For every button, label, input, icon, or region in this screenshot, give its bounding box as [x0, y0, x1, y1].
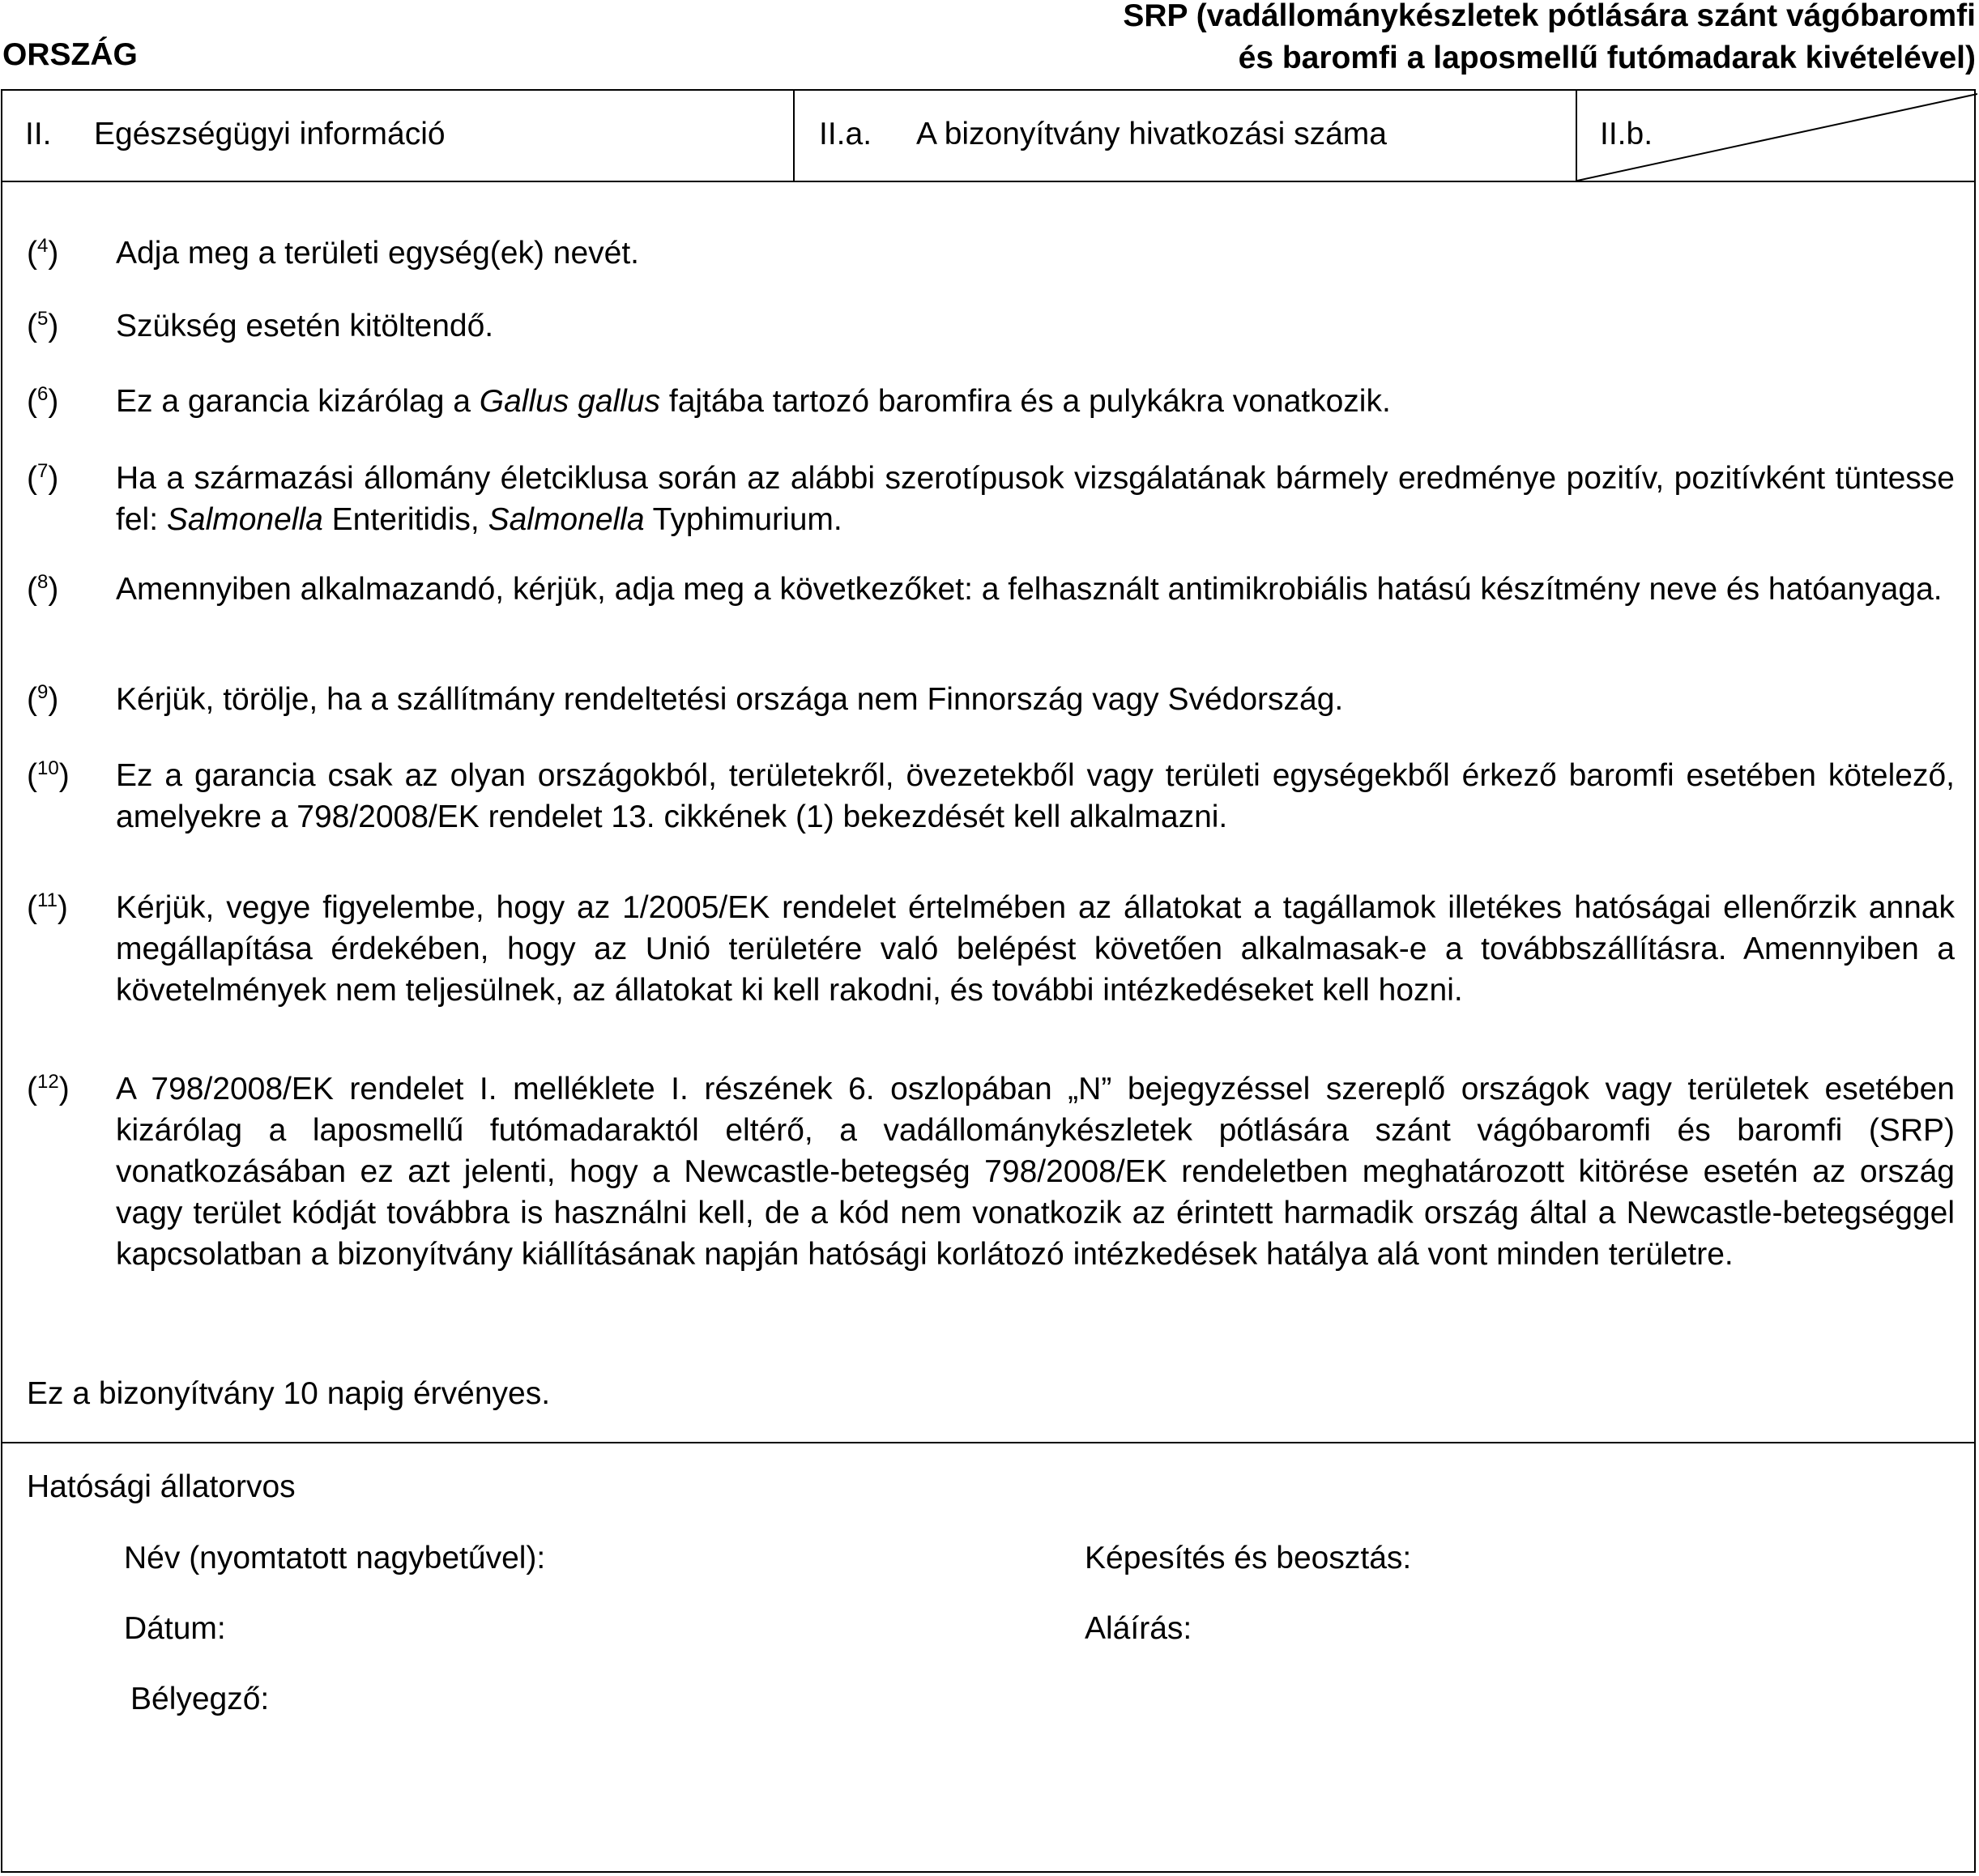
qualification-field-label: Képesítés és beosztás:: [1085, 1541, 1412, 1575]
reference-label: A bizonyítvány hivatkozási száma: [916, 117, 1387, 151]
footnote-item: [27, 458, 1955, 540]
row-separator: [2, 1442, 1974, 1443]
footnote-item: [27, 305, 1955, 347]
row-divider: [793, 91, 795, 182]
footnote-item: [27, 755, 1955, 838]
signature-field-label: Aláírás:: [1085, 1611, 1192, 1646]
footnote-marker: ($^7$): [27, 460, 59, 496]
footnote-marker: ($^{10}$): [27, 757, 70, 793]
footnote-text: A 798/2008/EK rendelet I. melléklete I. részének 6. oszlopában „N” bejegyzéssel szereplő országok vagy területek esetében kizárólag a laposmellű futómadaraktól eltérő, a vadállománykészletek pótlására szánt vágóbaromfi és baromfi (SRP) vonatkozásában ez azt jelenti, hogy a Newcastle-betegség 798/2008/EK rendeletben meghatározott kitörése esetén az ország vagy terület kódját továbbra is használni kell, de a kód nem vonatkozik az érintett harmadik ország által a Newcastle-betegséggel kapcsolatban a bizonyítvány kiállításának napján hatósági korlátozó intézkedések hatálya alá vont minden területre.: [116, 1072, 1955, 1272]
footnote-item: [27, 569, 1955, 610]
country-label: ORSZÁG: [2, 37, 138, 72]
signatory-heading: Hatósági állatorvos: [27, 1469, 296, 1504]
footnote-text: Kérjük, törölje, ha a szállítmány rendeltetési országa nem Finnország vagy Svédország.: [116, 682, 1344, 717]
footnote-marker: ($^{12}$): [27, 1071, 70, 1106]
footnote-marker: ($^9$): [27, 681, 59, 717]
reference-b-label: II.b.: [1600, 117, 1653, 151]
footnote-item: [27, 1068, 1955, 1275]
reference-label-number: II.a.: [819, 117, 872, 151]
footnote-marker: ($^5$): [27, 308, 59, 343]
footnote-text: Adja meg a területi egység(ek) nevét.: [116, 236, 640, 271]
footnote-text: Ez a garancia kizárólag a Gallus gallus fajtába tartozó baromfira és a pulykákra vonatkozik.: [116, 384, 1391, 419]
footnote-item: [27, 887, 1955, 1011]
name-field-label: Név (nyomtatott nagybetűvel):: [124, 1541, 546, 1575]
footnote-item: [27, 679, 1955, 720]
footnote-text: Ez a garancia csak az olyan országokból, területekről, övezetekből vagy területi egységekből érkező baromfi esetében kötelező, amelyekre a 798/2008/EK rendelet 13. cikkének (1) bekezdését kell alkalmazni.: [116, 758, 1955, 834]
part-number: II.: [25, 117, 52, 151]
footnote-item: [27, 232, 1955, 274]
footnote-marker: ($^8$): [27, 571, 59, 607]
certificate-title-line1: SRP (vadállománykészletek pótlására szánt vágóbaromfi: [1123, 0, 1976, 33]
footnote-text: Kérjük, vegye figyelembe, hogy az 1/2005/EK rendelet értelmében az állatokat a tagállamok illetékes hatóságai ellenőrzik annak megállapítása érdekében, hogy az Unió területére való belépést követően alkalmasak-e a továbbszállításra. Amennyiben a követelmények nem teljesülnek, az állatokat ki kell rakodni, és további intézkedéseket kell hozni.: [116, 890, 1955, 1008]
footnote-text: Amennyiben alkalmazandó, kérjük, adja meg a következőket: a felhasznált antimikrobiális hatású készítmény neve és hatóanyaga.: [116, 572, 1943, 607]
validity-statement: Ez a bizonyítvány 10 napig érvényes.: [27, 1376, 551, 1411]
certificate-frame: [1, 89, 1976, 1873]
certificate-title: [1123, 0, 1976, 79]
footnote-item: [27, 381, 1955, 422]
date-field-label: Dátum:: [124, 1611, 226, 1646]
footnote-marker: ($^4$): [27, 235, 59, 271]
part-title: Egészségügyi információ: [94, 117, 446, 151]
footnote-text: Szükség esetén kitöltendő.: [116, 309, 494, 343]
footnote-marker: ($^6$): [27, 383, 59, 419]
certificate-title-line2: és baromfi a laposmellű futómadarak kivételével): [1238, 41, 1976, 75]
footnote-marker: ($^{11}$): [27, 889, 68, 925]
footnote-text: Ha a származási állomány életciklusa során az alábbi szerotípusok vizsgálatának bármely eredménye pozitív, pozitívként tüntesse fel: Salmonella Enteritidis, Salmonella Typhimurium.: [116, 461, 1955, 537]
stamp-field-label: Bélyegző:: [130, 1682, 270, 1716]
